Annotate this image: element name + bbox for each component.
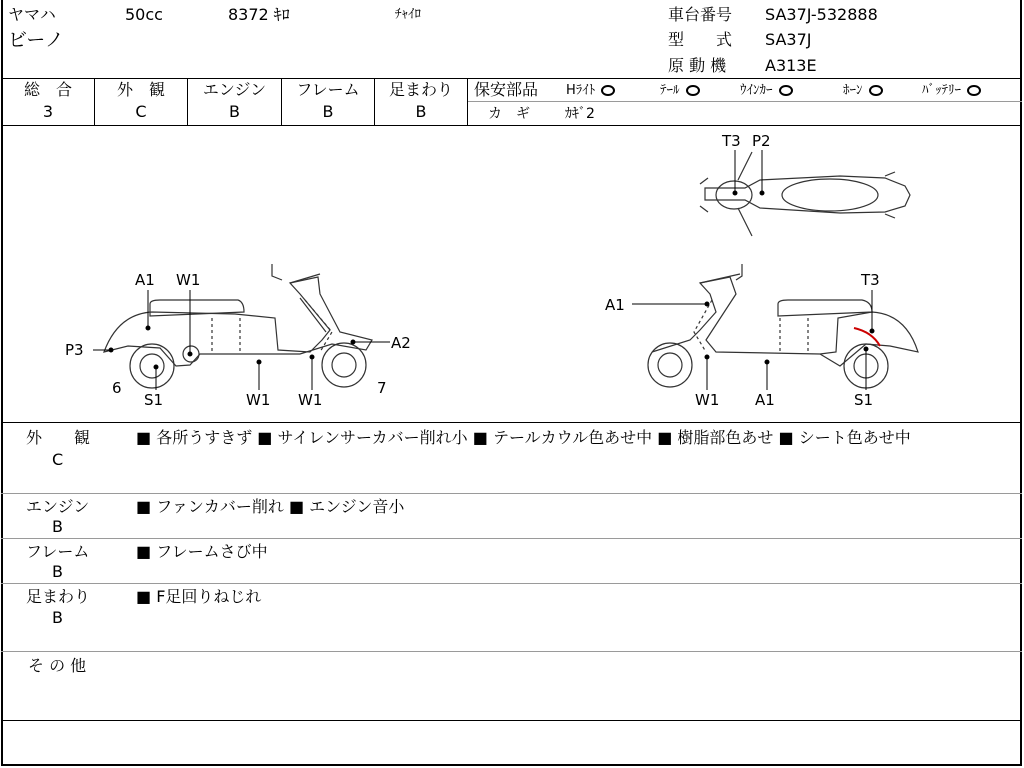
key-label: カ ギ [488,106,530,122]
grade-overall-label: 総 合 [23,80,72,99]
grade-suspension-value: B [415,102,427,121]
engine-value: A313E [765,56,817,75]
label-w1: W1 [246,391,271,409]
label-w1: W1 [695,391,720,409]
label-p2: P2 [752,132,771,150]
displacement: 50cc [125,5,163,24]
note-frame-grade: B [52,562,63,581]
model-name: ビーノ [8,29,64,51]
mileage: 8372 ｷﾛ [228,5,290,24]
grade-overall-value: 3 [42,102,54,121]
safety-headlight: Hﾗｲﾄ [566,82,615,100]
grade-engine-value: B [229,102,240,121]
safety-taillight: ﾃｰﾙ [660,82,700,100]
frame-no: SA37J-532888 [765,5,878,24]
label-a2: A2 [391,334,411,352]
note-engine-text: ■ ファンカバー削れ ■ エンジン音小 [136,497,405,516]
safety-battery: ﾊﾞｯﾃﾘｰ [922,82,981,100]
note-exterior-label: 外 観 [26,428,91,447]
damage-mark [854,328,880,346]
engine-label: 原 動 機 [668,56,727,75]
label-p3: P3 [65,341,84,359]
note-suspension-text: ■ F足回りねじれ [136,587,262,606]
divider [1,583,1022,584]
scooter-top-view [700,152,910,236]
note-exterior-text: ■ 各所うすきず ■ サイレンサーカバー削れ小 ■ テールカウル色あせ中 ■ 樹脂部色あせ ■ シート色あせ中 [136,428,911,447]
grade-exterior-label: 外 観 [116,80,165,99]
label-t3: T3 [861,271,880,289]
note-frame-text: ■ フレームさび中 [136,542,268,561]
type-value: SA37J [765,30,812,49]
key-value: ｶｷﾞ2 [565,106,595,122]
label-a1: A1 [755,391,775,409]
label-t3: T3 [722,132,741,150]
grade-frame-value: B [322,102,334,121]
grade-suspension-label: 足まわり [388,80,453,99]
note-engine-grade: B [52,517,63,536]
note-engine-label: エンジン [26,497,90,516]
frame-no-label: 車台番号 [668,5,733,24]
grade-engine-label: エンジン [202,80,267,99]
label-w1: W1 [176,271,201,289]
safety-horn: ﾎｰﾝ [843,82,883,100]
note-suspension-label: 足まわり [26,587,91,606]
label-a1: A1 [135,271,155,289]
label-s1: S1 [854,391,874,409]
note-suspension-grade: B [52,608,63,627]
grade-frame-label: フレーム [296,80,360,99]
safety-label: 保安部品 [474,80,539,99]
diagram-labels [65,132,880,409]
divider [1,538,1022,539]
note-frame-label: フレーム [26,542,90,561]
color: ﾁｬｲﾛ [395,7,421,22]
divider [1,651,1022,652]
note-other-label: そ の 他 [28,656,87,675]
label-s1: S1 [144,391,164,409]
divider [1,493,1022,494]
grade-exterior-value: C [135,102,147,121]
type-label: 型 式 [668,30,733,49]
note-exterior-grade: C [52,450,64,469]
maker: ヤマハ [8,5,56,24]
safety-winker: ｳｲﾝｶｰ [740,82,793,100]
label-a1: A1 [605,296,625,314]
label-w1: W1 [298,391,323,409]
label-7: 7 [377,379,387,397]
label-6: 6 [112,379,122,397]
divider [1,720,1022,721]
